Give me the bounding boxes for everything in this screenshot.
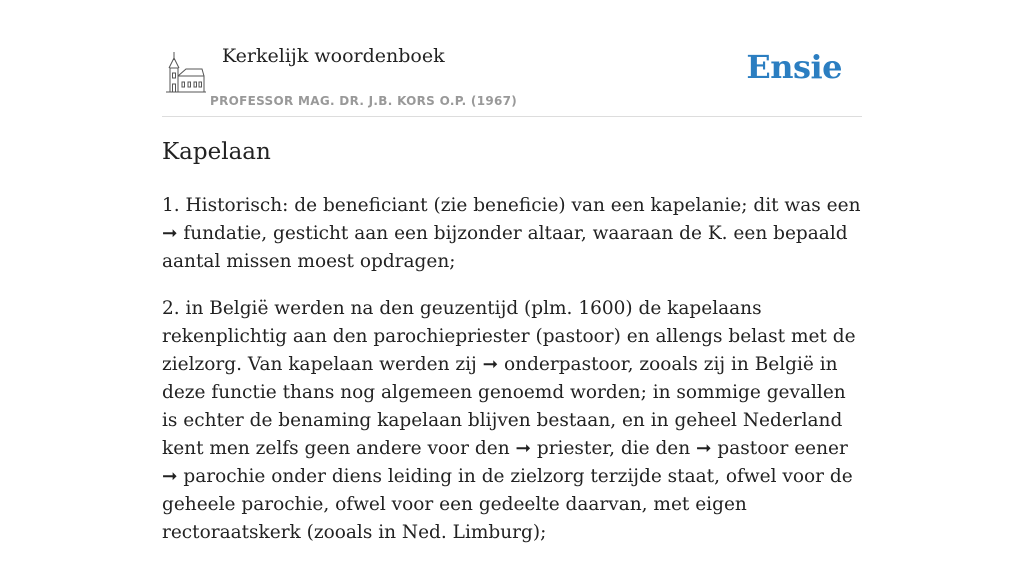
entry-paragraph: 2. in België werden na den geuzentijd (plm. 1600) de kapelaans rekenplichtig aan den parochiepriester (pastoor) en allengs belast met de zielzorg. Van kapelaan werden zij ➞ onderpastoor, zooals zij in België in deze functie thans nog algemeen genoemd worden; in sommige gevallen is echter de benaming kapelaan blijven bestaan, en in geheel Nederland kent men zelfs geen andere voor den ➞ priester, die den ➞ pastoor eener ➞ parochie onder diens leiding in de zielzorg terzijde staat, ofwel voor de geheele parochie, ofwel voor een gedeelte daarvan, met eigen rectoraatskerk (zooals in Ned. Limburg); — [162, 298, 856, 543]
entry-body — [162, 192, 862, 566]
page — [162, 0, 862, 543]
entry-title: Kapelaan — [162, 139, 271, 165]
book-title: Kerkelijk woordenboek — [222, 45, 445, 67]
entry-paragraph: 1. Historisch: de beneficiant (zie beneficie) van een kapelanie; dit was een ➞ fundatie, gesticht aan een bijzonder altaar, waaraan de K. een bepaald aantal missen moest opdragen; — [162, 195, 861, 272]
brand-logo[interactable]: Ensie — [746, 48, 842, 86]
church-icon — [166, 50, 206, 94]
header — [162, 0, 862, 117]
author-line: PROFESSOR MAG. DR. J.B. KORS O.P. (1967) — [210, 94, 518, 108]
